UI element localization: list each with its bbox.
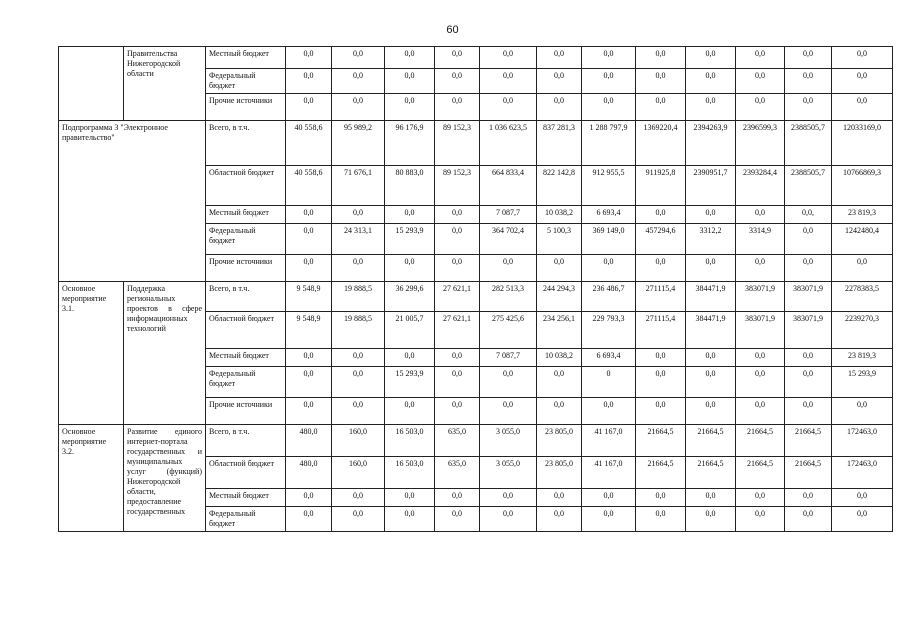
value-cell: 0,0	[332, 255, 385, 282]
value-cell: 0,0	[582, 507, 636, 532]
value-cell: 236 486,7	[582, 282, 636, 312]
value-cell: 5 100,3	[537, 224, 582, 255]
value-cell: 2390951,7	[686, 166, 736, 206]
value-cell: 0,0	[332, 489, 385, 507]
value-cell: 0,0	[686, 367, 736, 398]
value-cell: 0,0	[480, 489, 537, 507]
value-cell: 21664,5	[736, 457, 785, 489]
value-cell: 383071,9	[785, 282, 832, 312]
value-cell: 480,0	[286, 457, 332, 489]
value-cell: 0,0	[686, 489, 736, 507]
funding-source-cell: Прочие источники	[206, 398, 286, 425]
subprogram-cell: Подпрограмма 3 "Электронное правительство"	[59, 121, 206, 282]
value-cell: 3 055,0	[480, 425, 537, 457]
value-cell: 480,0	[286, 425, 332, 457]
value-cell: 383071,9	[785, 312, 832, 349]
value-cell: 0,0	[582, 398, 636, 425]
value-cell: 0,0	[435, 47, 480, 69]
value-cell: 0,0	[636, 94, 686, 121]
value-cell: 234 256,1	[537, 312, 582, 349]
value-cell: 0,0	[785, 255, 832, 282]
value-cell: 271115,4	[636, 282, 686, 312]
value-cell: 0,0	[286, 224, 332, 255]
value-cell: 23 819,3	[832, 349, 893, 367]
value-cell: 0,0	[286, 206, 332, 224]
value-cell: 10 038,2	[537, 206, 582, 224]
value-cell: 911925,8	[636, 166, 686, 206]
value-cell: 24 313,1	[332, 224, 385, 255]
value-cell: 0,0	[736, 255, 785, 282]
value-cell: 0,0	[582, 489, 636, 507]
value-cell: 457294,6	[636, 224, 686, 255]
value-cell: 0,0	[736, 206, 785, 224]
funding-source-cell: Федеральный бюджет	[206, 69, 286, 94]
description-cell: Правительства Нижегородской области	[124, 47, 206, 121]
value-cell: 0,0	[480, 507, 537, 532]
value-cell: 0,0	[686, 206, 736, 224]
value-cell: 23 819,3	[832, 206, 893, 224]
table-row	[59, 425, 893, 457]
value-cell: 21664,5	[736, 425, 785, 457]
funding-source-cell: Прочие источники	[206, 255, 286, 282]
value-cell: 0,0	[480, 47, 537, 69]
value-cell: 3312,2	[686, 224, 736, 255]
value-cell: 36 299,6	[385, 282, 435, 312]
funding-source-cell: Прочие источники	[206, 94, 286, 121]
value-cell: 0,0	[736, 398, 785, 425]
value-cell: 2388505,7	[785, 121, 832, 166]
value-cell: 21664,5	[636, 425, 686, 457]
value-cell: 0,0	[537, 94, 582, 121]
value-cell: 0,0	[537, 255, 582, 282]
value-cell: 3 055,0	[480, 457, 537, 489]
value-cell: 0,0	[385, 489, 435, 507]
value-cell: 0,0	[686, 398, 736, 425]
value-cell: 0,0	[736, 489, 785, 507]
value-cell: 0,0	[832, 255, 893, 282]
value-cell: 0,0	[385, 94, 435, 121]
value-cell: 0,0	[537, 47, 582, 69]
value-cell: 0,0	[385, 69, 435, 94]
value-cell: 89 152,3	[435, 121, 480, 166]
value-cell: 0,0	[582, 69, 636, 94]
value-cell: 0,0	[537, 398, 582, 425]
value-cell: 0,0	[286, 507, 332, 532]
value-cell: 10 038,2	[537, 349, 582, 367]
value-cell: 837 281,3	[537, 121, 582, 166]
value-cell: 1 288 797,9	[582, 121, 636, 166]
value-cell: 1 036 623,5	[480, 121, 537, 166]
value-cell: 0,0	[785, 349, 832, 367]
value-cell: 16 503,0	[385, 457, 435, 489]
value-cell: 21664,5	[686, 457, 736, 489]
measure-cell: Основное мероприятие 3.1.	[59, 282, 124, 425]
value-cell: 0,0	[686, 349, 736, 367]
value-cell: 0,0	[332, 507, 385, 532]
value-cell: 0,0	[636, 367, 686, 398]
value-cell: 912 955,5	[582, 166, 636, 206]
description-cell: Развитие единого интернет-портала государственных и муниципальных услуг (функций) Нижегородской области, предоставление государственных	[124, 425, 206, 532]
value-cell: 2393284,4	[736, 166, 785, 206]
value-cell: 0,0	[736, 507, 785, 532]
value-cell: 3314,9	[736, 224, 785, 255]
value-cell: 0,0	[435, 69, 480, 94]
value-cell: 822 142,8	[537, 166, 582, 206]
funding-source-cell: Федеральный бюджет	[206, 224, 286, 255]
value-cell: 0,0	[785, 367, 832, 398]
value-cell: 0,0	[286, 398, 332, 425]
value-cell: 10766869,3	[832, 166, 893, 206]
measure-cell	[59, 47, 124, 121]
value-cell: 19 888,5	[332, 282, 385, 312]
value-cell: 27 621,1	[435, 312, 480, 349]
value-cell: 369 149,0	[582, 224, 636, 255]
value-cell: 89 152,3	[435, 166, 480, 206]
page-number: 60	[446, 24, 459, 36]
value-cell: 0,0	[736, 69, 785, 94]
value-cell: 275 425,6	[480, 312, 537, 349]
budget-table	[58, 46, 893, 532]
value-cell: 0,0	[537, 489, 582, 507]
value-cell: 0,0	[435, 398, 480, 425]
value-cell: 0,0	[286, 47, 332, 69]
value-cell: 160,0	[332, 425, 385, 457]
value-cell: 9 548,9	[286, 282, 332, 312]
value-cell: 41 167,0	[582, 457, 636, 489]
value-cell: 0,0	[785, 69, 832, 94]
value-cell: 2239270,3	[832, 312, 893, 349]
value-cell: 172463,0	[832, 425, 893, 457]
value-cell: 0,0	[736, 367, 785, 398]
value-cell: 0,0	[435, 94, 480, 121]
value-cell: 0,0	[636, 507, 686, 532]
value-cell: 0,0	[785, 507, 832, 532]
value-cell: 0,0	[636, 349, 686, 367]
value-cell: 9 548,9	[286, 312, 332, 349]
value-cell: 0,0	[785, 94, 832, 121]
value-cell: 6 693,4	[582, 206, 636, 224]
funding-source-cell: Местный бюджет	[206, 489, 286, 507]
value-cell: 282 513,3	[480, 282, 537, 312]
value-cell: 0,0	[537, 367, 582, 398]
value-cell: 0,0	[332, 206, 385, 224]
value-cell: 0,0	[832, 398, 893, 425]
value-cell: 0,0	[832, 47, 893, 69]
funding-source-cell: Областной бюджет	[206, 166, 286, 206]
value-cell: 635,0	[435, 457, 480, 489]
value-cell: 0,0	[286, 69, 332, 94]
funding-source-cell: Областной бюджет	[206, 457, 286, 489]
value-cell: 2396599,3	[736, 121, 785, 166]
value-cell: 0,0	[785, 47, 832, 69]
value-cell: 364 702,4	[480, 224, 537, 255]
value-cell: 172463,0	[832, 457, 893, 489]
value-cell: 0,0	[686, 94, 736, 121]
value-cell: 229 793,3	[582, 312, 636, 349]
value-cell: 7 087,7	[480, 349, 537, 367]
value-cell: 95 989,2	[332, 121, 385, 166]
value-cell: 0,0	[332, 69, 385, 94]
value-cell: 0,0	[480, 69, 537, 94]
value-cell: 0,0	[736, 94, 785, 121]
value-cell: 0,0	[435, 224, 480, 255]
value-cell: 0,0	[636, 206, 686, 224]
value-cell: 244 294,3	[537, 282, 582, 312]
funding-source-cell: Местный бюджет	[206, 206, 286, 224]
value-cell: 2278383,5	[832, 282, 893, 312]
value-cell: 160,0	[332, 457, 385, 489]
funding-source-cell: Местный бюджет	[206, 47, 286, 69]
value-cell: 0,0	[686, 69, 736, 94]
value-cell: 21664,5	[686, 425, 736, 457]
value-cell: 23 805,0	[537, 457, 582, 489]
value-cell: 0,0	[832, 94, 893, 121]
value-cell: 0,0	[332, 367, 385, 398]
value-cell: 0,0	[286, 255, 332, 282]
value-cell: 0,0	[736, 349, 785, 367]
value-cell: 0,0	[832, 507, 893, 532]
funding-source-cell: Всего, в т.ч.	[206, 425, 286, 457]
value-cell: 0,0	[636, 489, 686, 507]
value-cell: 0,0	[286, 489, 332, 507]
value-cell: 0,0	[286, 349, 332, 367]
value-cell: 0,0	[785, 489, 832, 507]
value-cell: 0,0	[636, 255, 686, 282]
value-cell: 0,0	[435, 507, 480, 532]
value-cell: 2388505,7	[785, 166, 832, 206]
value-cell: 0,0	[385, 206, 435, 224]
value-cell: 12033169,0	[832, 121, 893, 166]
value-cell: 664 833,4	[480, 166, 537, 206]
value-cell: 19 888,5	[332, 312, 385, 349]
value-cell: 0,0	[332, 349, 385, 367]
value-cell: 0,0	[480, 367, 537, 398]
value-cell: 0,0	[480, 398, 537, 425]
value-cell: 0,0	[582, 94, 636, 121]
value-cell: 0,0	[480, 255, 537, 282]
value-cell: 0,0	[435, 349, 480, 367]
value-cell: 80 883,0	[385, 166, 435, 206]
value-cell: 27 621,1	[435, 282, 480, 312]
value-cell: 0,0	[385, 255, 435, 282]
value-cell: 0,0	[686, 507, 736, 532]
value-cell: 384471,9	[686, 282, 736, 312]
table-row	[59, 47, 893, 69]
value-cell: 0,0	[832, 489, 893, 507]
value-cell: 0,0	[480, 94, 537, 121]
value-cell: 21 005,7	[385, 312, 435, 349]
value-cell: 0,0	[385, 507, 435, 532]
value-cell: 40 558,6	[286, 121, 332, 166]
value-cell: 16 503,0	[385, 425, 435, 457]
value-cell: 0,0	[332, 94, 385, 121]
value-cell: 21664,5	[785, 457, 832, 489]
value-cell: 0,0	[537, 507, 582, 532]
value-cell: 383071,9	[736, 312, 785, 349]
value-cell: 0,0	[785, 398, 832, 425]
value-cell: 383071,9	[736, 282, 785, 312]
value-cell: 0,0	[636, 69, 686, 94]
value-cell: 0,0	[435, 206, 480, 224]
value-cell: 23 805,0	[537, 425, 582, 457]
value-cell: 2394263,9	[686, 121, 736, 166]
value-cell: 15 293,9	[385, 367, 435, 398]
value-cell: 21664,5	[785, 425, 832, 457]
value-cell: 1369220,4	[636, 121, 686, 166]
value-cell: 7 087,7	[480, 206, 537, 224]
value-cell: 6 693,4	[582, 349, 636, 367]
value-cell: 15 293,9	[832, 367, 893, 398]
funding-source-cell: Областной бюджет	[206, 312, 286, 349]
value-cell: 0	[582, 367, 636, 398]
value-cell: 0,0	[435, 255, 480, 282]
description-cell: Поддержка региональных проектов в сфере информационных технологий	[124, 282, 206, 425]
value-cell: 40 558,6	[286, 166, 332, 206]
funding-source-cell: Всего, в т.ч.	[206, 121, 286, 166]
measure-cell: Основное мероприятие 3.2.	[59, 425, 124, 532]
value-cell: 21664,5	[636, 457, 686, 489]
funding-source-cell: Всего, в т.ч.	[206, 282, 286, 312]
value-cell: 0,0	[286, 367, 332, 398]
value-cell: 0,0	[736, 47, 785, 69]
value-cell: 0,0	[385, 398, 435, 425]
funding-source-cell: Федеральный бюджет	[206, 367, 286, 398]
value-cell: 0,0,	[785, 206, 832, 224]
value-cell: 0,0	[636, 398, 686, 425]
value-cell: 0,0	[537, 69, 582, 94]
value-cell: 0,0	[435, 489, 480, 507]
value-cell: 0,0	[286, 94, 332, 121]
value-cell: 0,0	[435, 367, 480, 398]
value-cell: 0,0	[785, 224, 832, 255]
value-cell: 0,0	[332, 47, 385, 69]
value-cell: 0,0	[832, 69, 893, 94]
value-cell: 0,0	[686, 255, 736, 282]
value-cell: 0,0	[636, 47, 686, 69]
funding-source-cell: Местный бюджет	[206, 349, 286, 367]
value-cell: 1242480,4	[832, 224, 893, 255]
value-cell: 0,0	[582, 47, 636, 69]
value-cell: 15 293,9	[385, 224, 435, 255]
value-cell: 384471,9	[686, 312, 736, 349]
funding-source-cell: Федеральный бюджет	[206, 507, 286, 532]
value-cell: 0,0	[385, 349, 435, 367]
value-cell: 0,0	[582, 255, 636, 282]
value-cell: 635,0	[435, 425, 480, 457]
value-cell: 0,0	[332, 398, 385, 425]
value-cell: 96 176,9	[385, 121, 435, 166]
value-cell: 0,0	[385, 47, 435, 69]
value-cell: 271115,4	[636, 312, 686, 349]
table-row	[59, 282, 893, 312]
value-cell: 41 167,0	[582, 425, 636, 457]
table-row	[59, 121, 893, 166]
value-cell: 71 676,1	[332, 166, 385, 206]
value-cell: 0,0	[686, 47, 736, 69]
